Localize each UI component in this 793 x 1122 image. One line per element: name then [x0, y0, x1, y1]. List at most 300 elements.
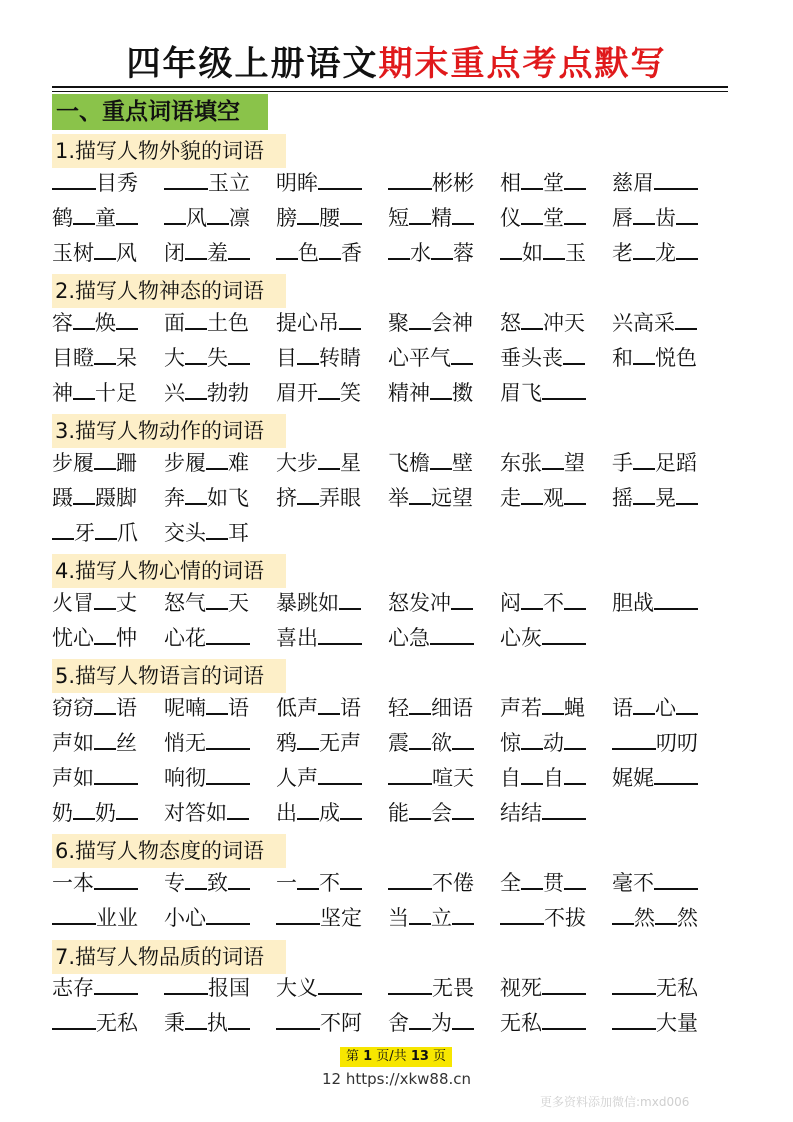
fill-in-word [276, 586, 361, 618]
word-text: 爪 [117, 521, 138, 545]
fill-in-word [500, 481, 586, 513]
word-row [52, 586, 728, 622]
blank-line [388, 166, 432, 190]
word-text: 然 [677, 906, 698, 930]
fill-in-word [276, 306, 361, 338]
word-text: 童 [95, 206, 116, 230]
word-text: 动 [543, 731, 564, 755]
blank-line [542, 446, 564, 470]
blank-line [654, 761, 698, 785]
fill-in-word [500, 621, 586, 653]
word-text: 不 [543, 591, 564, 615]
word-text: 星 [340, 451, 361, 475]
word-text: 老 [612, 241, 633, 265]
word-text: 全 [500, 871, 521, 895]
fill-in-word [276, 726, 361, 758]
fill-in-word [612, 691, 698, 723]
word-text: 不 [319, 871, 340, 895]
fill-in-word [52, 866, 138, 898]
word-text: 舍 [388, 1011, 409, 1035]
fill-in-word [612, 201, 698, 233]
fill-in-word [388, 866, 474, 898]
watermark: 更多资料添加微信:mxd006 [540, 1095, 690, 1109]
word-text: 丈 [116, 591, 137, 615]
fill-in-word [52, 726, 137, 758]
word-text: 不拔 [544, 906, 586, 930]
blank-line [319, 236, 341, 260]
blank-line [116, 306, 138, 330]
word-text: 目秀 [96, 171, 138, 195]
word-text: 坚定 [320, 906, 362, 930]
blank-line [521, 866, 543, 890]
word-text: 贯 [543, 871, 564, 895]
blank-line [52, 901, 96, 925]
fill-in-word [388, 481, 473, 513]
fill-in-word [388, 376, 473, 408]
blank-line [164, 971, 208, 995]
fill-in-word [612, 1006, 698, 1038]
blank-line [431, 236, 453, 260]
blank-line [654, 866, 698, 890]
blank-line [297, 796, 319, 820]
blank-line [340, 866, 362, 890]
word-text: 叨叨 [656, 731, 698, 755]
word-text: 明眸 [276, 171, 318, 195]
word-text: 立 [431, 906, 452, 930]
blank-line [521, 166, 543, 190]
word-text: 神 [52, 381, 73, 405]
blank-line [521, 586, 543, 610]
fill-in-word [52, 796, 138, 828]
fill-in-word [388, 306, 473, 338]
fill-in-word [500, 446, 585, 478]
blank-line [185, 481, 207, 505]
fill-in-word [612, 726, 698, 758]
fill-in-word [276, 341, 361, 373]
blank-line [52, 166, 96, 190]
blank-line [318, 691, 340, 715]
category-heading: 5.描写人物语言的词语 [52, 659, 286, 693]
word-text: 鹤 [52, 206, 73, 230]
fill-in-word [164, 1006, 250, 1038]
word-text: 会神 [431, 311, 473, 335]
fill-in-word [612, 341, 697, 373]
word-text: 腰 [319, 206, 340, 230]
word-text: 蓉 [453, 241, 474, 265]
word-text: 怒 [500, 311, 521, 335]
word-row [52, 341, 728, 377]
blank-line [452, 901, 474, 925]
fill-in-word [52, 236, 137, 268]
fill-in-word [500, 726, 586, 758]
word-text: 如 [522, 241, 543, 265]
word-text: 怒发冲 [388, 591, 451, 615]
word-text: 摇 [612, 486, 633, 510]
fill-in-word [164, 166, 250, 198]
blank-line [339, 306, 361, 330]
word-row [52, 376, 728, 412]
word-row [52, 236, 728, 272]
blank-line [94, 236, 116, 260]
fill-in-word [276, 971, 362, 1003]
blank-line [633, 691, 655, 715]
word-text: 晃 [655, 486, 676, 510]
word-text: 玉树 [52, 241, 94, 265]
word-row [52, 726, 728, 762]
word-text: 然 [634, 906, 655, 930]
word-text: 挤 [276, 486, 297, 510]
fill-in-word [276, 166, 362, 198]
blank-line [564, 481, 586, 505]
word-text: 声如 [52, 731, 94, 755]
word-text: 壁 [452, 451, 473, 475]
blank-line [542, 796, 586, 820]
word-text: 会 [431, 801, 452, 825]
word-text: 慈眉 [612, 171, 654, 195]
title-rule-thin [52, 91, 728, 92]
blank-line [52, 516, 74, 540]
word-text: 堂 [543, 206, 564, 230]
blank-line [94, 341, 116, 365]
blank-line [116, 796, 138, 820]
word-text: 香 [341, 241, 362, 265]
category-heading: 4.描写人物心情的词语 [52, 554, 286, 588]
blank-line [409, 901, 431, 925]
blank-line [297, 866, 319, 890]
blank-line [185, 866, 207, 890]
blank-line [633, 446, 655, 470]
blank-line [452, 796, 474, 820]
blank-line [521, 726, 543, 750]
word-row [52, 201, 728, 237]
fill-in-word [388, 166, 474, 198]
blank-line [94, 621, 116, 645]
word-text: 报国 [208, 976, 250, 1000]
word-text: 难 [228, 451, 249, 475]
fill-in-word [164, 796, 249, 828]
word-row [52, 621, 728, 657]
word-text: 心花 [164, 626, 206, 650]
word-text: 业业 [96, 906, 138, 930]
fill-in-word [52, 341, 137, 373]
word-text: 娓娓 [612, 766, 654, 790]
category-heading: 1.描写人物外貌的词语 [52, 134, 286, 168]
blank-line [318, 971, 362, 995]
word-text: 手 [612, 451, 633, 475]
blank-line [73, 376, 95, 400]
word-row [52, 691, 728, 727]
word-text: 无畏 [432, 976, 474, 1000]
blank-line [409, 796, 431, 820]
blank-line [521, 481, 543, 505]
fill-in-word [388, 201, 474, 233]
fill-in-word [164, 516, 249, 548]
page-title [0, 42, 793, 86]
fill-in-word [388, 1006, 474, 1038]
word-text: 天 [228, 591, 249, 615]
word-row [52, 866, 728, 902]
word-text: 语 [612, 696, 633, 720]
fill-in-word [500, 236, 586, 268]
blank-line [185, 306, 207, 330]
word-text: 火冒 [52, 591, 94, 615]
blank-line [655, 901, 677, 925]
fill-in-word [52, 901, 138, 933]
blank-line [542, 971, 586, 995]
blank-line [206, 691, 228, 715]
fill-in-word [612, 586, 698, 618]
blank-line [52, 1006, 96, 1030]
word-text: 语 [340, 696, 361, 720]
blank-line [676, 236, 698, 260]
word-text: 怒气 [164, 591, 206, 615]
blank-line [430, 621, 474, 645]
blank-line [452, 1006, 474, 1030]
word-text: 无私 [96, 1011, 138, 1035]
word-text: 呆 [116, 346, 137, 370]
blank-line [542, 376, 586, 400]
word-text: 十足 [95, 381, 137, 405]
word-text: 水 [410, 241, 431, 265]
fill-in-word [388, 971, 474, 1003]
fill-in-word [500, 796, 586, 828]
fill-in-word [164, 726, 250, 758]
category-heading: 7.描写人物品质的词语 [52, 940, 286, 974]
blank-line [206, 516, 228, 540]
fill-in-word [388, 341, 473, 373]
blank-line [228, 866, 250, 890]
fill-in-word [500, 306, 585, 338]
fill-in-word [500, 341, 585, 373]
word-text: 心灰 [500, 626, 542, 650]
blank-line [94, 971, 138, 995]
fill-in-word [500, 201, 586, 233]
word-text: 步履 [164, 451, 206, 475]
word-text: 一本 [52, 871, 94, 895]
word-text: 胆战 [612, 591, 654, 615]
blank-line [297, 726, 319, 750]
word-text: 为 [431, 1011, 452, 1035]
blank-line [564, 166, 586, 190]
word-text: 龙 [655, 241, 676, 265]
word-row [52, 796, 728, 832]
fill-in-word [276, 796, 362, 828]
fill-in-word [500, 691, 585, 723]
blank-line [564, 866, 586, 890]
blank-line [633, 481, 655, 505]
fill-in-word [388, 796, 474, 828]
blank-line [409, 691, 431, 715]
word-text: 眉开 [276, 381, 318, 405]
word-text: 秉 [164, 1011, 185, 1035]
fill-in-word [52, 516, 138, 548]
blank-line [185, 341, 207, 365]
fill-in-word [52, 761, 138, 793]
fill-in-word [164, 586, 249, 618]
blank-line [543, 236, 565, 260]
fill-in-word [500, 166, 586, 198]
word-text: 对答如 [164, 801, 227, 825]
blank-line [612, 1006, 656, 1030]
fill-in-word [52, 481, 137, 513]
fill-in-word [612, 306, 697, 338]
blank-line [654, 586, 698, 610]
blank-line [676, 481, 698, 505]
blank-line [318, 621, 362, 645]
fill-in-word [612, 971, 698, 1003]
fill-in-word [52, 166, 138, 198]
blank-line [542, 621, 586, 645]
word-text: 兴高采 [612, 311, 675, 335]
word-text: 仪 [500, 206, 521, 230]
word-text: 勃勃 [207, 381, 249, 405]
word-text: 蹑 [52, 486, 73, 510]
word-text: 目瞪 [52, 346, 94, 370]
blank-line [633, 201, 655, 225]
blank-line [612, 901, 634, 925]
word-text: 自 [500, 766, 521, 790]
word-text: 闭 [164, 241, 185, 265]
blank-line [340, 796, 362, 820]
blank-line [521, 761, 543, 785]
word-text: 细语 [431, 696, 473, 720]
word-text: 跚 [116, 451, 137, 475]
blank-line [654, 166, 698, 190]
fill-in-word [612, 901, 698, 933]
word-text: 丝 [116, 731, 137, 755]
word-text: 鸦 [276, 731, 297, 755]
word-text: 视死 [500, 976, 542, 1000]
word-text: 心急 [388, 626, 430, 650]
word-text: 声如 [52, 766, 94, 790]
blank-line [94, 726, 116, 750]
blank-line [318, 376, 340, 400]
word-text: 足蹈 [655, 451, 697, 475]
blank-line [612, 971, 656, 995]
blank-line [564, 726, 586, 750]
word-text: 喜出 [276, 626, 318, 650]
word-text: 呢喃 [164, 696, 206, 720]
word-text: 望 [564, 451, 585, 475]
word-text: 不阿 [320, 1011, 362, 1035]
word-text: 弄眼 [319, 486, 361, 510]
blank-line [612, 726, 656, 750]
word-text: 转睛 [319, 346, 361, 370]
blank-line [451, 586, 473, 610]
blank-line [228, 1006, 250, 1030]
word-row [52, 166, 728, 202]
blank-line [500, 236, 522, 260]
blank-line [228, 236, 250, 260]
blank-line [633, 341, 655, 365]
word-text: 大步 [276, 451, 318, 475]
blank-line [430, 446, 452, 470]
fill-in-word [276, 621, 362, 653]
fill-in-word [500, 901, 586, 933]
fill-in-word [164, 691, 249, 723]
blank-line [564, 761, 586, 785]
word-row [52, 901, 728, 937]
word-text: 无私 [500, 1011, 542, 1035]
word-text: 风 [116, 241, 137, 265]
blank-line [409, 306, 431, 330]
blank-line [340, 201, 362, 225]
word-text: 大义 [276, 976, 318, 1000]
fill-in-word [276, 446, 361, 478]
word-text: 结结 [500, 801, 542, 825]
word-text: 欲 [431, 731, 452, 755]
blank-line [388, 761, 432, 785]
word-text: 专 [164, 871, 185, 895]
word-text: 声若 [500, 696, 542, 720]
fill-in-word [52, 306, 138, 338]
title-red-part: 期末重点考点默写 [378, 44, 667, 84]
fill-in-word [612, 236, 698, 268]
word-text: 飞檐 [388, 451, 430, 475]
word-text: 暴跳如 [276, 591, 339, 615]
blank-line [388, 236, 410, 260]
fill-in-word [612, 446, 697, 478]
blank-line [95, 516, 117, 540]
blank-line [542, 1006, 586, 1030]
fill-in-word [388, 761, 474, 793]
word-text: 惊 [500, 731, 521, 755]
fill-in-word [388, 586, 473, 618]
blank-line [94, 761, 138, 785]
word-text: 自 [543, 766, 564, 790]
fill-in-word [164, 901, 250, 933]
fill-in-word [500, 1006, 586, 1038]
blank-line [94, 866, 138, 890]
blank-line [297, 481, 319, 505]
word-text: 走 [500, 486, 521, 510]
word-text: 垂头丧 [500, 346, 563, 370]
word-text: 低声 [276, 696, 318, 720]
word-text: 奶 [95, 801, 116, 825]
word-text: 土色 [207, 311, 249, 335]
fill-in-word [500, 971, 586, 1003]
word-row [52, 1006, 728, 1042]
blank-line [409, 481, 431, 505]
title-black-part: 四年级上册语文 [126, 44, 379, 84]
fill-in-word [500, 866, 586, 898]
word-text: 羞 [207, 241, 228, 265]
blank-line [409, 201, 431, 225]
word-row [52, 761, 728, 797]
blank-line [452, 726, 474, 750]
blank-line [206, 586, 228, 610]
word-text: 玉 [565, 241, 586, 265]
word-text: 精 [431, 206, 452, 230]
fill-in-word [276, 376, 361, 408]
fill-in-word [52, 621, 137, 653]
fill-in-word [500, 586, 586, 618]
word-text: 齿 [655, 206, 676, 230]
blank-line [227, 796, 249, 820]
word-text: 当 [388, 906, 409, 930]
section-heading: 一、重点词语填空 [52, 94, 268, 130]
word-text: 彬彬 [432, 171, 474, 195]
blank-line [500, 901, 544, 925]
fill-in-word [388, 901, 474, 933]
word-text: 语 [228, 696, 249, 720]
word-text: 东张 [500, 451, 542, 475]
fill-in-word [276, 691, 361, 723]
word-text: 堂 [543, 171, 564, 195]
fill-in-word [52, 376, 137, 408]
fill-in-word [164, 201, 250, 233]
word-text: 精神 [388, 381, 430, 405]
